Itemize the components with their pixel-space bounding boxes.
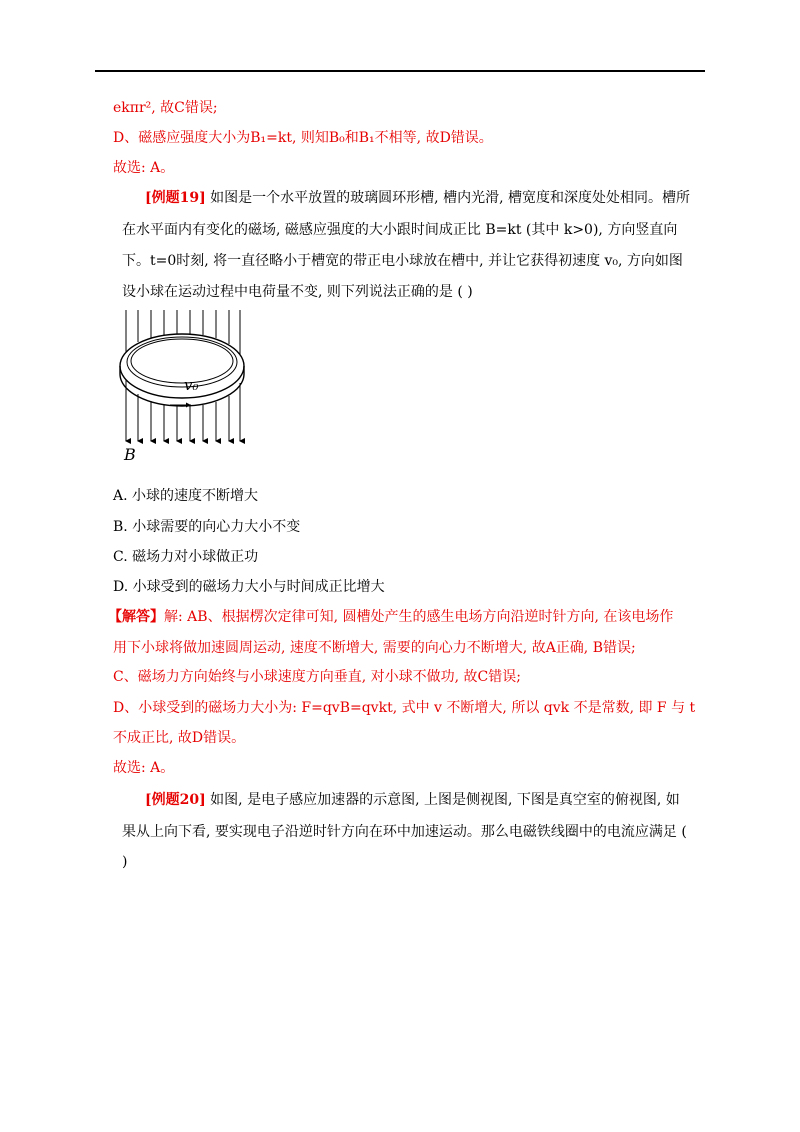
- solution-tag: 【解答】: [108, 609, 164, 625]
- example19-question-line-3: 下。t=0时刻, 将一直径略小于槽宽的带正电小球放在槽中, 并让它获得初速度 v₀, 方向如图: [122, 253, 683, 269]
- solution-line-4: D、小球受到的磁场力大小为: F=qvB=qvkt, 式中 v 不断增大, 所以 qvk 不是常数, 即 F 与 t: [113, 700, 696, 716]
- ring-groove-figure: [118, 308, 248, 463]
- solution-answer: 故选: A。: [113, 760, 175, 776]
- option-a: A. 小球的速度不断增大: [113, 488, 259, 504]
- example19-question-line-2: 在水平面内有变化的磁场, 磁感应强度的大小跟时间成正比 B=kt (其中 k>0), 方向竖直向: [122, 222, 678, 238]
- example20-question-line-3: ): [122, 854, 128, 870]
- prev-solution-line-2: D、磁感应强度大小为B₁=kt, 则知B₀和B₁不相等, 故D错误。: [113, 130, 493, 146]
- example19-question-line-1: [145, 188, 690, 208]
- glass-ring: [120, 334, 244, 406]
- example20-tag: [例题20]: [145, 792, 206, 808]
- example20-q1-text: 如图, 是电子感应加速器的示意图, 上图是侧视图, 下图是真空室的俯视图, 如: [205, 792, 680, 808]
- option-c: C. 磁场力对小球做正功: [113, 549, 259, 565]
- solution-line-1-text: 解: AB、根据楞次定律可知, 圆槽处产生的感生电场方向沿逆时针方向, 在该电场作: [164, 609, 674, 625]
- velocity-label: v₀: [184, 376, 199, 394]
- header-rule: [95, 70, 705, 72]
- example19-tag: [例题19]: [145, 190, 206, 206]
- solution-line-1: [108, 607, 673, 627]
- solution-line-2: 用下小球将做加速圆周运动, 速度不断增大, 需要的向心力不断增大, 故A正确, B错误;: [113, 640, 636, 656]
- example20-question-line-1: [145, 790, 680, 810]
- field-label: B: [124, 445, 136, 463]
- example19-q1-text: 如图是一个水平放置的玻璃圆环形槽, 槽内光滑, 槽宽度和深度处处相同。槽所: [205, 190, 690, 206]
- prev-answer: 故选: A。: [113, 160, 175, 176]
- option-d: D. 小球受到的磁场力大小与时间成正比增大: [113, 579, 385, 595]
- option-b: B. 小球需要的向心力大小不变: [113, 519, 301, 535]
- velocity-arrow: [170, 403, 191, 408]
- prev-solution-line-1: ekπr², 故C错误;: [113, 100, 218, 116]
- solution-line-3: C、磁场力方向始终与小球速度方向垂直, 对小球不做功, 故C错误;: [113, 669, 521, 685]
- example20-question-line-2: 果从上向下看, 要实现电子沿逆时针方向在环中加速运动。那么电磁铁线圈中的电流应满足 (: [122, 824, 687, 840]
- solution-line-5: 不成正比, 故D错误。: [113, 730, 246, 746]
- example19-question-line-4: 设小球在运动过程中电荷量不变, 则下列说法正确的是 ( ): [122, 284, 473, 300]
